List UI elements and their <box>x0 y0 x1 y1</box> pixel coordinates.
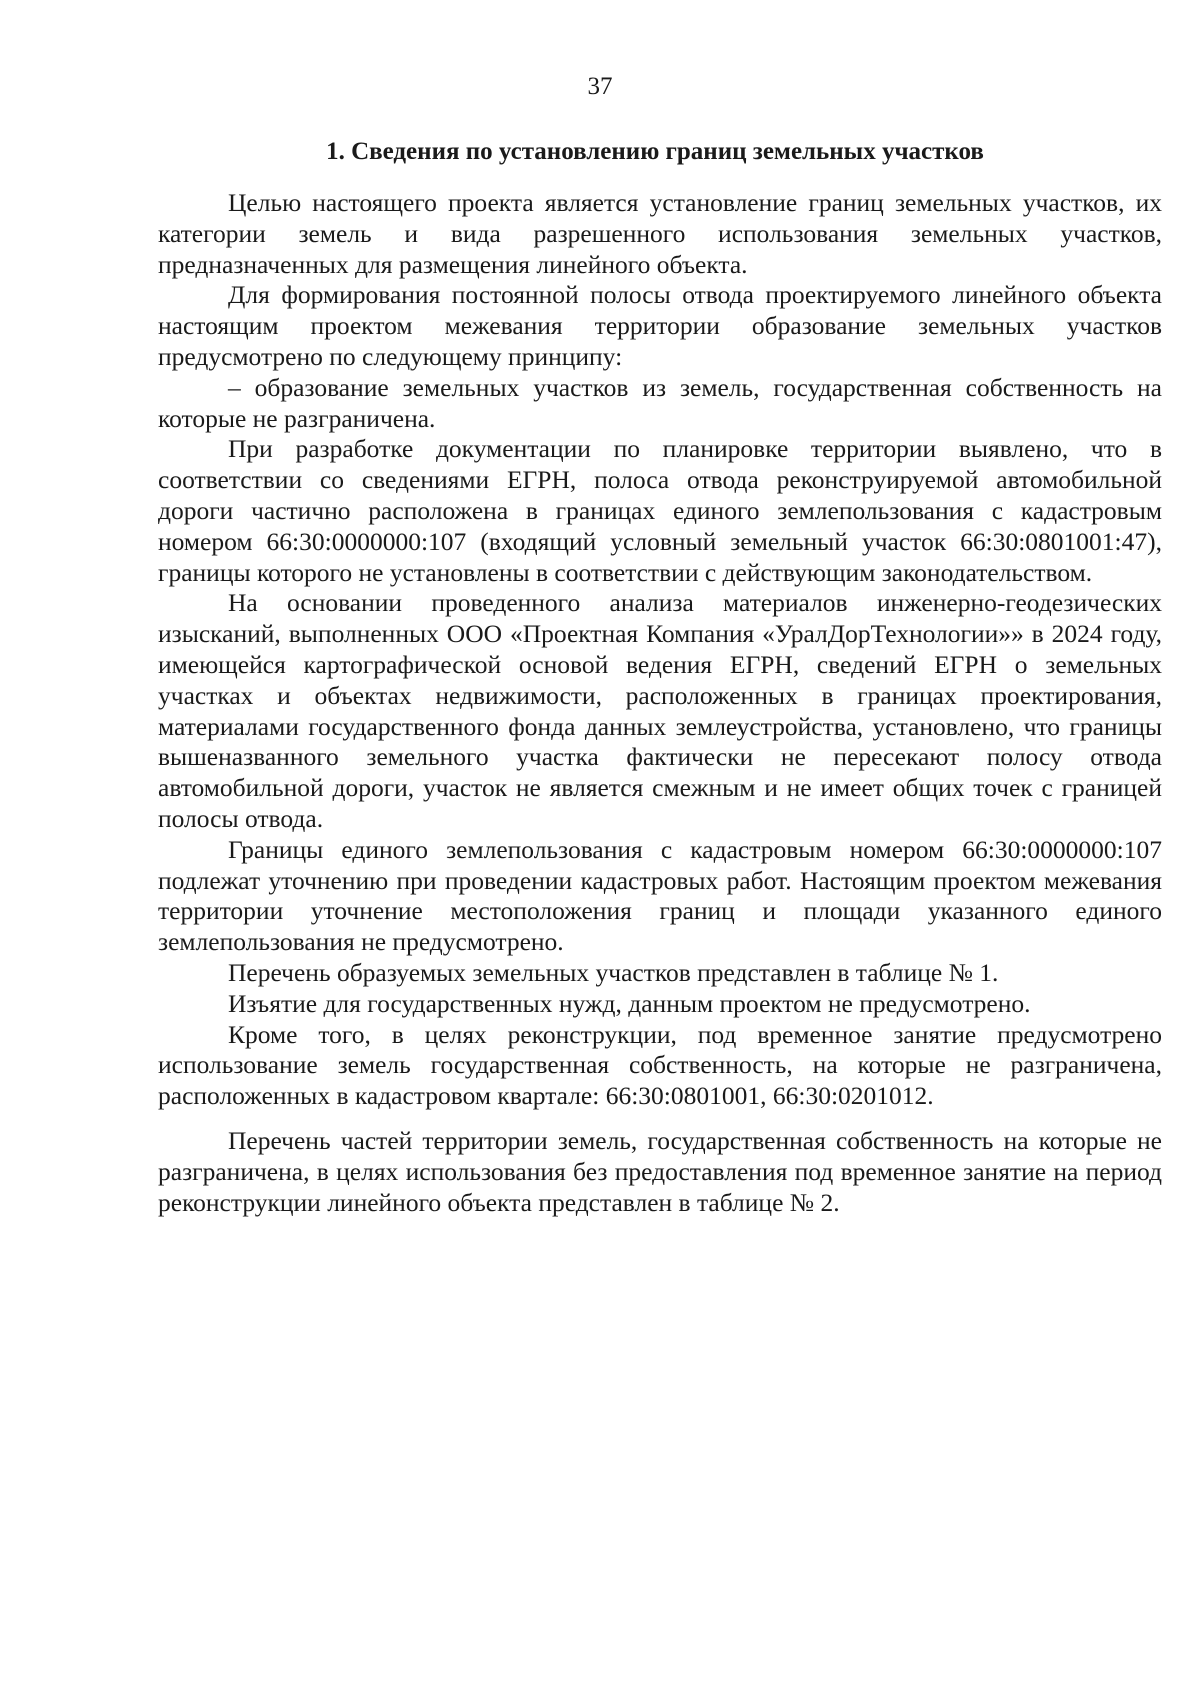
body-text <box>158 188 1162 1218</box>
paragraph-purpose: Целью настоящего проекта является установление границ земельных участков, их категории земель и вида разрешенного использования земельных участков, предназначенных для размещения линейного объекта. <box>158 188 1162 279</box>
paragraph-list-item: – образование земельных участков из земель, государственная собственность на которые не разграничена. <box>158 372 1162 433</box>
section-heading: 1. Сведения по установлению границ земельных участков <box>326 138 984 165</box>
page-number: 37 <box>587 73 613 100</box>
paragraph-table-1-reference: Перечень образуемых земельных участков представлен в таблице № 1. <box>228 957 999 987</box>
paragraph-formation-principle: Для формирования постоянной полосы отвода проектируемого линейного объекта настоящим проектом межевания территории образование земельных участков предусмотрено по следующему принципу: <box>158 280 1162 371</box>
paragraph-table-2-reference: Перечень частей территории земель, государственная собственность на которые не разграничена, в целях использования без предоставления под временное занятие на период реконструкции линейного объекта представлен в таблице № 2. <box>158 1125 1162 1217</box>
paragraph-temporary-occupation: Кроме того, в целях реконструкции, под временное занятие предусмотрено использование земель государственная собственность, на которые не разграничена, расположенных в кадастровом квартале: 66:30:0801001, 66:30:0201012. <box>158 1019 1162 1111</box>
paragraph-boundaries-clarification: Границы единого землепользования с кадастровым номером 66:30:0000000:107 подлежат уточнению при проведении кадастровых работ. Настоящим проектом межевания территории уточнение местоположения границ и площади указанного единого землепользования не предусмотрено. <box>158 834 1162 957</box>
paragraph-analysis: На основании проведенного анализа материалов инженерно-геодезических изысканий, выполненных ООО «Проектная Компания «УралДорТехнологии»» в 2024 году, имеющейся картографической основой ведения ЕГРН, сведений ЕГРН о земельных участках и объектах недвижимости, расположенных в границах проектирования, материалами государственного фонда данных землеустройства, установлено, что границы вышеназванного земельного участка фактически не пересекают полосу отвода автомобильной дороги, участок не является смежным и не имеет общих точек с границей полосы отвода. <box>158 588 1162 833</box>
paragraph-withdrawal: Изъятие для государственных нужд, данным проектом не предусмотрено. <box>228 988 1031 1018</box>
paragraph-egrn-findings: При разработке документации по планировке территории выявлено, что в соответствии со сведениями ЕГРН, полоса отвода реконструируемой автомобильной дороги частично расположена в границах единого землепользования с кадастровым номером 66:30:0000000:107 (входящий условный земельный участок 66:30:0801001:47), границы которого не установлены в соответствии с действующим законодательством. <box>158 434 1162 587</box>
